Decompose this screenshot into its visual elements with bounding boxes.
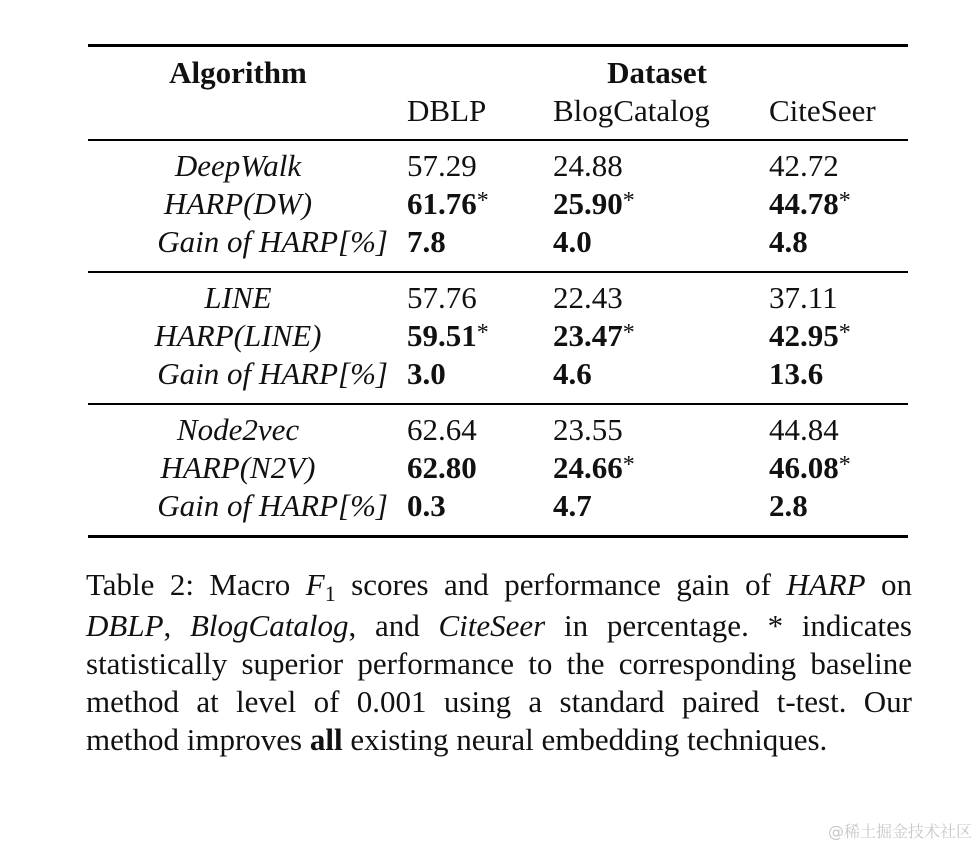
table-cell xyxy=(553,185,635,226)
row-algorithm-name: Gain of HARP[%] xyxy=(157,488,388,523)
table-row xyxy=(88,185,908,223)
cell-value: 44.78 xyxy=(769,186,839,221)
row-algorithm-name: Node2vec xyxy=(176,412,300,447)
significance-star: * xyxy=(622,320,635,346)
caption-f-symbol: F xyxy=(305,567,325,602)
table-cell xyxy=(769,279,838,317)
cell-value: 59.51 xyxy=(407,318,477,353)
cell-value: 37.11 xyxy=(769,280,838,315)
cell-value: 23.47 xyxy=(553,318,623,353)
caption-harp: HARP xyxy=(786,567,866,602)
table-row xyxy=(88,147,908,185)
results-table xyxy=(88,44,908,538)
cell-value: 3.0 xyxy=(407,356,446,391)
caption-text: in percentage. * indicates statistically superior performance to the corresponding baseline method at level of 0.001 using a standard paired t-test. Our method improves xyxy=(86,608,912,757)
caption-text: scores and performance gain of xyxy=(335,567,787,602)
caption-all: all xyxy=(309,722,343,757)
table-row xyxy=(88,279,908,317)
cell-value: 25.90 xyxy=(553,186,623,221)
cell-value: 4.0 xyxy=(553,224,592,259)
table-cell xyxy=(407,355,446,393)
header-col-dblp: DBLP xyxy=(407,93,487,128)
table-cell xyxy=(407,411,477,449)
row-algorithm-name: HARP(LINE) xyxy=(154,318,322,353)
table-cell xyxy=(769,487,808,525)
header-dataset: Dataset xyxy=(607,55,707,90)
cell-value: 24.88 xyxy=(553,148,623,183)
cell-value: 46.08 xyxy=(769,450,839,485)
table-row xyxy=(88,487,908,525)
caption-blogcatalog: BlogCatalog xyxy=(190,608,349,643)
table-group xyxy=(88,141,908,271)
table-row xyxy=(88,317,908,355)
row-algorithm-name: Gain of HARP[%] xyxy=(157,356,388,391)
table-cell xyxy=(553,355,592,393)
cell-value: 23.55 xyxy=(553,412,623,447)
header-col-blogcatalog: BlogCatalog xyxy=(553,93,710,128)
table-caption xyxy=(86,566,912,759)
caption-text: Table 2: Macro xyxy=(86,567,306,602)
table-header xyxy=(88,47,908,139)
table-row xyxy=(88,449,908,487)
table-cell xyxy=(407,317,489,358)
table-cell xyxy=(769,223,808,261)
caption-text: , xyxy=(163,608,190,643)
cell-value: 22.43 xyxy=(553,280,623,315)
table-cell xyxy=(769,449,851,490)
caption-dblp: DBLP xyxy=(86,608,164,643)
significance-star: * xyxy=(838,452,851,478)
table-cell xyxy=(407,487,446,525)
cell-value: 24.66 xyxy=(553,450,623,485)
cell-value: 57.76 xyxy=(407,280,477,315)
cell-value: 4.8 xyxy=(769,224,808,259)
row-algorithm-name: HARP(DW) xyxy=(163,186,313,221)
cell-value: 2.8 xyxy=(769,488,808,523)
table-cell xyxy=(407,279,477,317)
table-body xyxy=(88,141,908,538)
caption-text: existing neural embedding techniques. xyxy=(342,722,828,757)
cell-value: 7.8 xyxy=(407,224,446,259)
table-cell xyxy=(407,147,477,185)
cell-value: 62.80 xyxy=(407,450,477,485)
caption-citeseer: CiteSeer xyxy=(438,608,546,643)
cell-value: 62.64 xyxy=(407,412,477,447)
table-cell xyxy=(769,147,839,185)
row-algorithm-name: Gain of HARP[%] xyxy=(157,224,388,259)
table-group xyxy=(88,405,908,535)
table-cell xyxy=(769,317,851,358)
cell-value: 42.95 xyxy=(769,318,839,353)
cell-value: 4.7 xyxy=(553,488,592,523)
table-cell xyxy=(407,223,446,261)
cell-value: 61.76 xyxy=(407,186,477,221)
cell-value: 0.3 xyxy=(407,488,446,523)
row-algorithm-name: HARP(N2V) xyxy=(160,450,316,485)
cell-value: 4.6 xyxy=(553,356,592,391)
significance-star: * xyxy=(622,452,635,478)
header-col-citeseer: CiteSeer xyxy=(769,93,876,128)
cell-value: 44.84 xyxy=(769,412,839,447)
table-cell xyxy=(407,449,477,487)
table-group xyxy=(88,273,908,403)
row-algorithm-name: LINE xyxy=(204,280,272,315)
table-row xyxy=(88,355,908,393)
significance-star: * xyxy=(838,188,851,214)
bottom-rule xyxy=(88,535,908,538)
watermark: @稀土掘金技术社区 xyxy=(827,822,972,841)
caption-text: , and xyxy=(348,608,439,643)
table-cell xyxy=(553,317,635,358)
significance-star: * xyxy=(476,320,489,346)
caption-f-subscript: 1 xyxy=(324,581,336,606)
table-cell xyxy=(769,185,851,226)
table-cell xyxy=(553,147,623,185)
header-algorithm: Algorithm xyxy=(169,55,307,90)
row-algorithm-name: DeepWalk xyxy=(174,148,302,183)
table-cell xyxy=(769,355,823,393)
significance-star: * xyxy=(476,188,489,214)
significance-star: * xyxy=(838,320,851,346)
cell-value: 13.6 xyxy=(769,356,824,391)
cell-value: 57.29 xyxy=(407,148,477,183)
table-row xyxy=(88,411,908,449)
caption-text: on xyxy=(865,567,913,602)
table-cell xyxy=(553,487,592,525)
table-cell xyxy=(769,411,839,449)
table-row xyxy=(88,223,908,261)
table-cell xyxy=(553,411,623,449)
table-cell xyxy=(553,449,635,490)
significance-star: * xyxy=(622,188,635,214)
table-cell xyxy=(407,185,489,226)
table-cell xyxy=(553,279,623,317)
cell-value: 42.72 xyxy=(769,148,839,183)
table-cell xyxy=(553,223,592,261)
